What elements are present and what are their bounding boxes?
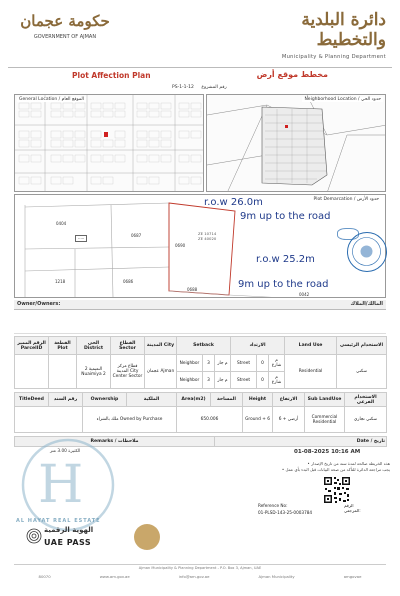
header-district: الحي District bbox=[77, 337, 111, 355]
header-title-deed-ar: رقم السند bbox=[49, 393, 83, 407]
deed-table bbox=[14, 392, 387, 433]
street-tag bbox=[75, 235, 87, 242]
government-logo-ar: حكومة عجمان bbox=[20, 12, 110, 30]
footer-email[interactable]: info@am.gov.ae bbox=[178, 574, 210, 579]
cell-street-1: Street bbox=[231, 355, 257, 372]
plot-area-code-2: ZE 40020 bbox=[198, 236, 217, 241]
cell-ownership: ملك بالشراء Owned by Purchase bbox=[83, 407, 177, 433]
header-remarks: Remarks / ملاحظات bbox=[15, 437, 215, 447]
neighborhood-plot-marker bbox=[285, 125, 288, 128]
parcel-table bbox=[14, 336, 387, 389]
header-parcel-id: الرقم المميز ParcelID bbox=[15, 337, 49, 355]
owner-value-area bbox=[14, 310, 386, 334]
demarcation-label: Plot Demarcation / حدود الأرض bbox=[313, 197, 379, 202]
uae-pass-ar: الهوية الرقمية bbox=[44, 526, 94, 534]
reference-label-ar: الرقم المرجعي: bbox=[344, 503, 361, 513]
uae-pass-badge bbox=[26, 524, 116, 558]
header-setback: Setback bbox=[177, 337, 231, 355]
fingerprint-icon bbox=[26, 528, 42, 544]
cell-height: Ground + 6 bbox=[243, 407, 273, 433]
cell-height-ar: أرضي + 6 bbox=[273, 407, 305, 433]
street-1-unit: م bbox=[275, 358, 278, 363]
reference-value: 01-PLSD-143-25-0003784 bbox=[258, 510, 313, 515]
neighborhood-map-drawing bbox=[207, 95, 386, 192]
general-map-drawing bbox=[15, 95, 204, 192]
header-sub-land-use: Sub LandUse bbox=[305, 393, 345, 407]
cell-street-2-unit bbox=[269, 372, 285, 389]
project-ref-label: رقم المشروع bbox=[201, 85, 227, 90]
cell-district: النعيمية 2 Nuaimiya 2 bbox=[77, 355, 111, 389]
cell-neighbor-1-unit bbox=[215, 355, 231, 372]
plot-label-0404: 0404 bbox=[56, 221, 67, 226]
title-en: Plot Affection Plan bbox=[72, 71, 151, 80]
header-area: Area(m2) bbox=[177, 393, 211, 407]
remarks-value: الكثيرة 3.00 متر bbox=[50, 449, 81, 454]
plot-label-0688: 0688 bbox=[187, 287, 198, 292]
government-logo-en: GOVERNMENT OF AJMAN bbox=[33, 34, 97, 40]
street-tag-dots: ····· bbox=[78, 236, 85, 241]
gold-seal-icon bbox=[134, 524, 160, 550]
header-sector: القطاع Sector bbox=[111, 337, 145, 355]
reference-number-row bbox=[258, 503, 361, 515]
owner-label-ar: المالك/الملاك bbox=[350, 301, 383, 307]
cell-parcel-id bbox=[15, 355, 49, 389]
government-logo bbox=[20, 12, 110, 40]
footer-address: Ajman Municipality & Planning Department - P.O. Box 3, Ajman, UAE bbox=[138, 566, 262, 570]
plot-label-1218: 1218 bbox=[55, 279, 66, 284]
cell-neighbor-2-val: 3 bbox=[203, 372, 215, 389]
owner-label-en: Owner/Owners: bbox=[17, 301, 61, 307]
plot-boundary bbox=[169, 203, 235, 295]
cell-street-1-val: 0 bbox=[257, 355, 269, 372]
header-ownership-ar: الملكية bbox=[127, 393, 177, 407]
header-divider bbox=[8, 67, 392, 68]
neighbor-1-unit: م bbox=[224, 360, 228, 366]
row-width-1: r.o.w 26.0m bbox=[204, 197, 263, 208]
note-2: • يجب مراجعة الدائرة للتأكد من صحة البيانات قبل البدء بأي عمل bbox=[281, 466, 390, 472]
note-1: • هذه الخريطة صالحة لمدة سنة من تاريخ الإصدار bbox=[307, 461, 390, 466]
cell-neighbor-2: Neighbor bbox=[177, 372, 203, 389]
header-city: المدينة City bbox=[145, 337, 177, 355]
header-land-use: Land Use bbox=[285, 337, 337, 355]
header-date: Date / تاريخ bbox=[215, 437, 387, 447]
title-ar: مخطط موقع أرض bbox=[256, 70, 328, 79]
neighborhood-label: Neighborhood Location / حدود الحي bbox=[304, 97, 381, 102]
cell-city: عجمان Ajman bbox=[145, 355, 177, 389]
title-row bbox=[12, 70, 388, 84]
row-width-2: r.o.w 25.2m bbox=[256, 254, 315, 265]
plot-label-0687: 0687 bbox=[131, 233, 142, 238]
plot-area-code-1: ZE 10714 bbox=[198, 231, 217, 236]
footer-website[interactable]: www.am.gov.ae bbox=[99, 574, 130, 579]
municipality-logo bbox=[246, 10, 386, 60]
cell-neighbor-1: Neighbor bbox=[177, 355, 203, 372]
footer-links bbox=[14, 574, 386, 579]
cell-land-use-ar: سكني bbox=[337, 355, 387, 389]
plot-demarcation-map bbox=[14, 194, 386, 298]
notes bbox=[230, 461, 390, 472]
uae-pass-en: UAE PASS bbox=[44, 538, 92, 547]
municipality-logo-en: Municipality & Planning Department bbox=[281, 54, 386, 60]
owner-bar bbox=[14, 300, 386, 310]
setback-1: 9m up to the road bbox=[240, 211, 331, 222]
street-1-ar: شارع bbox=[271, 363, 282, 368]
project-ref-value: PS-1-1-12 bbox=[172, 85, 194, 90]
general-location-label: General Location / الموقع العام bbox=[19, 97, 85, 102]
cell-land-use: Residential bbox=[285, 355, 337, 389]
street-2-ar: شارع bbox=[271, 380, 282, 385]
footer-social-2[interactable]: amgovae bbox=[343, 574, 362, 579]
general-map-plot-marker bbox=[104, 132, 108, 137]
cell-plot bbox=[49, 355, 77, 389]
header-land-use-ar: الاستخدام الرئيسي bbox=[337, 337, 387, 355]
cell-sector: قطاع مركز المدينة City Center Sector bbox=[111, 355, 145, 389]
cell-neighbor-2-unit bbox=[215, 372, 231, 389]
footer-social-1[interactable]: Ajman Municipality bbox=[258, 574, 295, 579]
reference-label: Reference No: bbox=[258, 503, 288, 508]
setback-2: 9m up to the road bbox=[238, 279, 329, 290]
header-height-ar: الارتفاع bbox=[273, 393, 305, 407]
watermark-text: AL HAYAT REAL ESTATE bbox=[16, 518, 101, 524]
municipality-logo-ar: دائرة البلدية والتخطيط bbox=[301, 10, 386, 50]
demarcation-code: 0042 bbox=[299, 292, 310, 297]
watermark-letters: H bbox=[38, 455, 84, 515]
qr-code[interactable] bbox=[323, 476, 351, 504]
cell-sub-land-use-ar: سكني تجاري bbox=[345, 407, 387, 433]
general-location-map bbox=[14, 94, 204, 192]
neighborhood-map bbox=[206, 94, 386, 192]
header-setback-ar: الارتداد bbox=[231, 337, 285, 355]
header-plot: القطعة Plot bbox=[49, 337, 77, 355]
cell-street-2: Street bbox=[231, 372, 257, 389]
cell-street-2-val: 0 bbox=[257, 372, 269, 389]
street-2-unit: م bbox=[275, 375, 278, 380]
neighbor-1-ar: جار bbox=[217, 360, 224, 366]
cell-sub-land-use: Commercial Residential bbox=[305, 407, 345, 433]
neighbor-2-unit: م bbox=[224, 377, 228, 383]
cell-neighbor-1-val: 3 bbox=[203, 355, 215, 372]
header-title-deed: TitleDeed bbox=[15, 393, 49, 407]
cell-area: 650.006 bbox=[177, 407, 243, 433]
footer-divider bbox=[14, 564, 386, 565]
header-height: Height bbox=[243, 393, 273, 407]
qr-code-graphic bbox=[323, 476, 351, 504]
header-area-ar: المساحة bbox=[211, 393, 243, 407]
footer-phone[interactable]: 80070 bbox=[38, 574, 51, 579]
header-sub-land-use-ar: الاستخدام الفرعي bbox=[345, 393, 387, 407]
header-ownership: Ownership bbox=[83, 393, 127, 407]
plot-label-0686: 0686 bbox=[123, 279, 134, 284]
header bbox=[6, 10, 394, 64]
issue-date: 01-08-2025 10:16 AM bbox=[294, 449, 361, 455]
cell-title-deed bbox=[15, 407, 83, 433]
stamp-fragment bbox=[337, 228, 359, 240]
project-ref bbox=[172, 85, 227, 90]
cell-street-1-unit bbox=[269, 355, 285, 372]
plot-label-0690: 0690 bbox=[175, 243, 186, 248]
neighbor-2-ar: جار bbox=[217, 377, 224, 383]
